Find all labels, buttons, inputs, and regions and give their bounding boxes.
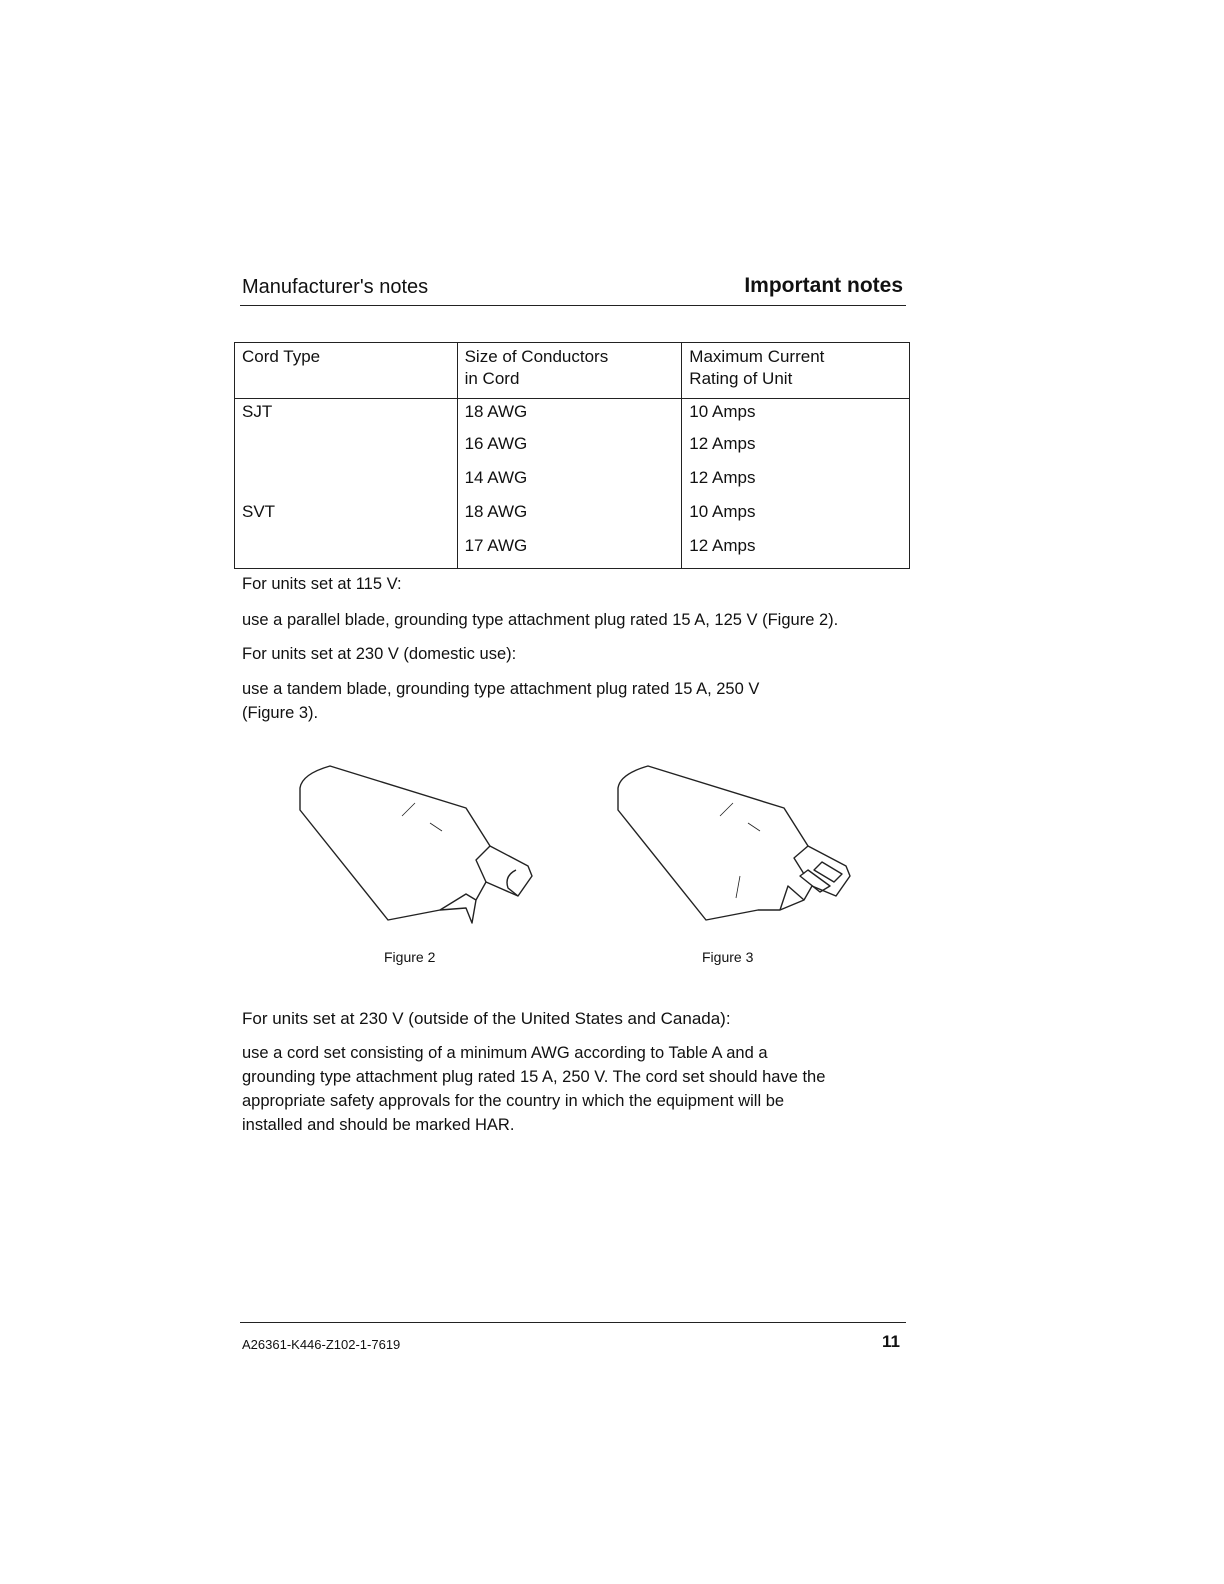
cell-conductor-size: 17 AWG [457,535,682,569]
tandem-blade-plug-icon [608,758,868,928]
running-header-section: Manufacturer's notes [242,276,429,298]
figure-2-caption: Figure 2 [384,949,436,965]
cell-conductor-size: 16 AWG [457,433,682,467]
table-row [235,501,910,535]
cell-cord-type [235,467,458,501]
cell-max-current: 10 Amps [682,501,910,535]
table-row [235,535,910,569]
table-row [235,433,910,467]
paragraph-230v-domestic-heading: For units set at 230 V (domestic use): [242,645,517,663]
paragraph-115v-instruction: use a parallel blade, grounding type attachment plug rated 15 A, 125 V (Figure 2). [242,611,839,629]
paragraph-230v-international-heading: For units set at 230 V (outside of the United States and Canada): [242,1009,731,1028]
cell-cord-type [235,433,458,467]
cell-max-current: 12 Amps [682,433,910,467]
paragraph-115v-heading: For units set at 115 V: [242,575,402,593]
running-header-chapter: Important notes [744,274,903,297]
header-rule [240,305,906,306]
document-number: A26361-K446-Z102-1-7619 [242,1337,401,1352]
header-cord-type: Cord Type [235,343,458,399]
cell-cord-type [235,535,458,569]
figure-3-caption: Figure 3 [702,949,754,965]
cell-max-current: 12 Amps [682,467,910,501]
table-row [235,467,910,501]
header-max-current: Maximum Current Rating of Unit [682,343,910,399]
cord-requirements-table [234,342,910,569]
cell-conductor-size: 14 AWG [457,467,682,501]
cell-conductor-size: 18 AWG [457,399,682,433]
cell-max-current: 10 Amps [682,399,910,433]
header-conductor-size: Size of Conductors in Cord [457,343,682,399]
cell-max-current: 12 Amps [682,535,910,569]
table-row [235,399,910,433]
paragraph-230v-domestic-instruction: use a tandem blade, grounding type attachment plug rated 15 A, 250 V (Figure 3). [242,680,760,722]
cell-conductor-size: 18 AWG [457,501,682,535]
paragraph-230v-international-instruction: use a cord set consisting of a minimum AWG according to Table A and a grounding type attachment plug rated 15 A, 250 V. The cord set should have the appropriate safety approvals for the country in which the equipment will be installed and should be marked HAR. [242,1044,826,1134]
parallel-blade-plug-icon [290,758,550,928]
footer-rule [240,1322,906,1323]
cell-cord-type: SJT [235,399,458,433]
cell-cord-type: SVT [235,501,458,535]
page-number: 11 [882,1332,900,1351]
table-header-row [235,343,910,399]
